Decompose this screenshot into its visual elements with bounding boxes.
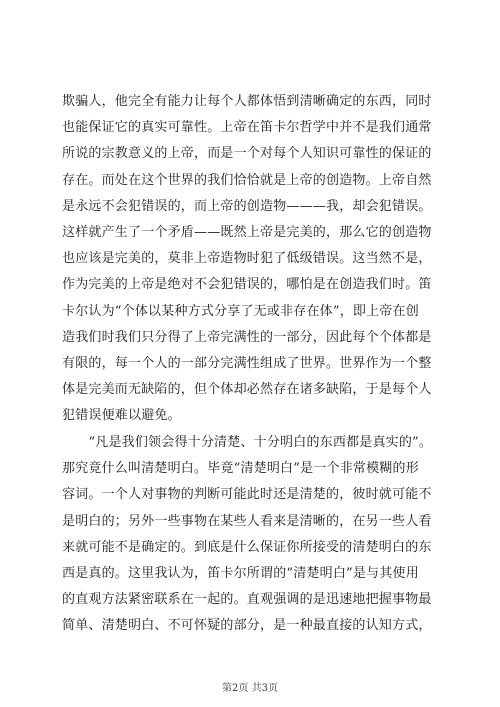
text-line: 有限的，每一个人的一部分完满性组成了世界。世界作为一个整 xyxy=(62,355,432,371)
page-number: 第2页 共3页 xyxy=(222,683,278,694)
text-line: 卡尔认为“个体以某种方式分享了无或非存在体”，即上帝在创 xyxy=(62,303,419,319)
text-line: 容词。一个人对事物的判断可能此时还是清楚的，彼时就可能不 xyxy=(62,487,432,503)
text-line: 体是完美而无缺陷的，但个体却必然存在诸多缺陷，于是每个人 xyxy=(62,382,432,398)
text-line: 造我们时我们只分得了上帝完满性的一部分，因此每个个体都是 xyxy=(62,329,432,345)
text-line: “凡是我们领会得十分清楚、十分明白的东西都是真实的”。 xyxy=(62,435,433,450)
text-line: 简单、清楚明白、不可怀疑的部分，是一种最直接的认知方式， xyxy=(62,618,432,634)
text-line: 欺骗人，他完全有能力让每个人都体悟到清晰确定的东西，同时 xyxy=(62,94,432,109)
text-line: 的直观方法紧密联系在一起的。直观强调的是迅速地把握事物最 xyxy=(62,592,432,608)
text-line: 所说的宗教意义的上帝，而是一个对每个人知识可靠性的保证的 xyxy=(62,146,432,162)
text-line: 也能保证它的真实可靠性。上帝在笛卡尔哲学中并不是我们通常 xyxy=(62,120,432,136)
text-line: 这样就产生了一个矛盾——既然上帝是完美的，那么它的创造物 xyxy=(62,224,432,240)
text-line: 是明白的；另外一些事物在某些人看来是清晰的，在另一些人看 xyxy=(62,513,432,529)
text-line: 那究竟什么叫清楚明白。毕竟“清楚明白”是一个非常模糊的形 xyxy=(62,461,419,477)
text-line: 是永远不会犯错误的，而上帝的创造物———我，却会犯错误。 xyxy=(62,198,432,214)
text-line: 作为完美的上帝是绝对不会犯错误的，哪怕是在创造我们时。笛 xyxy=(62,277,432,293)
paragraph-2 xyxy=(62,430,442,640)
text-line: 也应该是完美的，莫非上帝造物时犯了低级错误。这当然不是， xyxy=(62,251,432,267)
text-line: 犯错误便难以避免。 xyxy=(62,408,181,424)
text-line: 来就可能不是确定的。到底是什么保证你所接受的清楚明白的东 xyxy=(62,539,432,555)
page-footer xyxy=(0,679,500,694)
text-line: 存在。而处在这个世界的我们恰恰就是上帝的创造物。上帝自然 xyxy=(62,172,432,188)
text-line: 西是真的。这里我认为，笛卡尔所谓的“清楚明白”是与其使用 xyxy=(62,565,419,581)
paragraph-1 xyxy=(62,89,442,429)
